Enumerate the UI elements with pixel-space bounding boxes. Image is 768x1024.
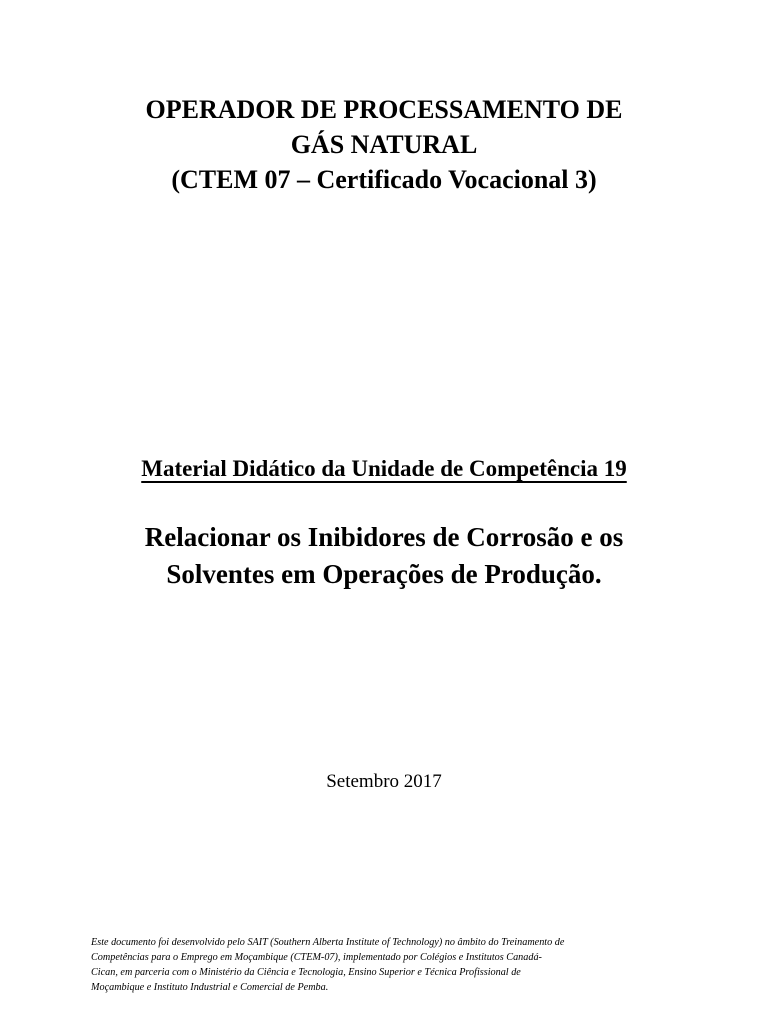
title-line-2: GÁS NATURAL (290, 130, 478, 159)
title-line-1: OPERADOR DE PROCESSAMENTO DE (145, 95, 623, 124)
unit-title (0, 519, 768, 593)
publication-date: Setembro 2017 (326, 771, 442, 792)
footnote-line-3: Cican, em parceria com o Ministério da Ciência e Tecnologia, Ensino Superior e Técnica Profissional de (91, 967, 521, 978)
title-line-3: (CTEM 07 – Certificado Vocacional 3) (171, 165, 597, 194)
footnote-line-4: Moçambique e Instituto Industrial e Comercial de Pemba. (91, 982, 329, 993)
unit-subtitle (0, 453, 768, 485)
unit-title-line-2: Solventes em Operações de Produção. (166, 559, 602, 589)
footnote-line-1: Este documento foi desenvolvido pelo SAIT (Southern Alberta Institute of Technology) no âmbito do Treinamento de (91, 937, 565, 948)
footnote (91, 935, 691, 995)
unit-subtitle-text: Material Didático da Unidade de Competência 19 (141, 456, 627, 481)
document-title (0, 92, 768, 197)
unit-title-line-1: Relacionar os Inibidores de Corrosão e os (144, 522, 624, 552)
footnote-line-2: Competências para o Emprego em Moçambique (CTEM-07), implementado por Colégios e Institutos Canadá- (91, 952, 542, 963)
